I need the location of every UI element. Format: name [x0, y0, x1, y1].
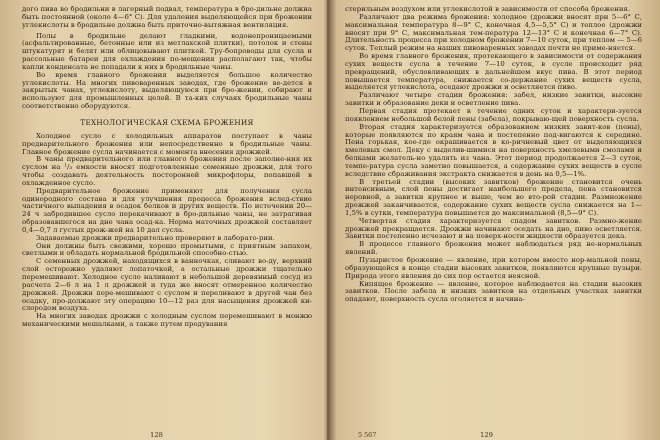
left-paragraph-9: С семенных дрожжей, находящихся в ванночках, сливают во-ду, верхний слой осторожно удаляют лопаточкой, а остальные дрожжи тщательно перемешивают. Холодное сусло наливают в небольшой деревянный сосуд из расчета 2—6 л на 1 л дрожжей и туда же вносят отмеренное количество дрожжей. Дрожжи пере-мешивают с суслом и переливают в другой чан без осадку, про-должают эту операцию 10—12 раз для насыщения дрожжей ки-слородом воздуха.: [22, 257, 312, 313]
left-paragraph-3: Во время главного брожения выделяется большое количество углекислоты. На многих пивоваренных заводах, где брожение ве-дется в закрытых чанах, углекислоту, выделяющуюся при бро-жении, собирают и используют для промышленных целей. В та-ких случаях бродильные чаны соответственно оборудуются.: [22, 70, 312, 111]
right-paragraph-9: В процессе главного брожения может наблюдаться ряд не-нормальных явлений.: [345, 240, 642, 257]
left-paragraph-8: Они должны быть свежими, хорошо промытыми, с приятным запахом, светлыми и обладать нормальной бродильной способно-стью.: [22, 241, 312, 258]
signature-mark: 5 567: [358, 431, 377, 439]
section-heading: ТЕХНОЛОГИЧЕСКАЯ СХЕМА БРОЖЕНИЯ: [80, 117, 254, 127]
right-paragraph-5: Первая стадия протекает в течение одних суток и характери-зуется появлением небольшой белой пены (забела), покрываю-щей поверхность сусла.: [345, 106, 642, 123]
left-paragraph-2: Полы в бродильне делают гладкими, водонепроницаемыми (асфальтированные, бетонные или из метлахской плитки), потолок и стены штукатурят и белят или облицовывают плиткой. Тру-бопроводы для сусла и рассольные батареи для охлаждения по-мещения располагают так, чтобы капли конденсата не попадали к них в бродильные чаны.: [22, 31, 312, 71]
right-paragraph-8: Четвертая стадия характеризуется спадом завитков. Размно-жение дрожжей прекращается. Дрожжи начинают оседать на дно, пиво осветляется. Завитки постепенно исчезают и на поверх-ности жидкости образуется дека.: [345, 216, 642, 241]
book-gutter: [326, 0, 330, 440]
left-paragraph-5: В чаны предварительного или главного брожения после заполне-ния их суслом на ¹/₃ емкости вносят подготовленные семенные дрожжи, для того чтобы создавать деятельность посторонней микрофлоры, попавшей в охлажденное сусло.: [22, 155, 312, 187]
right-paragraph-3: Во время главного брожения, протекающего в зависимости от содержания сухих веществ сусла в течение 7—10 суток, в сусле происходит ряд превращений, обусловливающих в дальнейшем вкус пива. В этот период повышается температура, снижается со-держание сухих веществ сусла, выделяется углекислота, оседают дрожжи и осветляется пиво.: [345, 52, 642, 92]
right-page: [345, 6, 642, 434]
right-page-number: 129: [480, 431, 493, 439]
right-paragraph-10: Пузыристое брожение — явление, при котором вместо нор-мальной пены, образующейся в конце стадии высоких завитков, появляются крупные пузыри. Природа этого явления до сих пор остается неясной.: [345, 256, 642, 280]
left-paragraph-7: Задаваемые дрожжи предварительно проверяют в лаборато-рии.: [36, 233, 275, 242]
left-paragraph-4: Холодное сусло с холодильных аппаратов поступает в чаны предварительного брожения или непосредственно в бродильные чаны. Главное брожение сусла начинается с момента внесения дрожжей.: [22, 131, 312, 156]
left-page: [22, 6, 312, 434]
right-paragraph-2: Различают два режима брожения: холодное (дрожжи вносят при 5—6° С, максимальная температура 8—9° С, конечная 4,5—5,5° С) и теплое (дрожжи вносят при 9° С, максимальная тем-пература 12—13° С и конечная 6—7° С). Длительность процесса при холодном брожении 7—10 суток, при теплом — 5—6 суток. Теплый режим на наших пивоваренных заводах почти не приме-няется.: [345, 12, 642, 53]
left-paragraph-1: дого пива во бродильни в лагерный подвал, температура в бро-дильне должна быть постоянной (около 4—6° С). Для удаления выделяющейся при брожении углекислоты в бродильне должна быть приточно-вытяжная вентиляция.: [22, 6, 312, 29]
right-paragraph-6: Вторая стадия характеризуется образованием низких завит-ков (пены), которые появляются по краям чана и постепенно под-вигаются к середине. Пена горькая, кое-где окрашивается в ко-ричневый цвет от выделяющихся хмелевых смол. Деку с выделив-шимися на поверхность хмелевыми смолами и белками желатель-но удалять из чана. Этот период продолжается 2—3 суток, темпе-ратура сусла заметно повышается, а содержание сухих веществ в сусле вследствие сбраживания экстракта снижается в день на 0,5—1%.: [345, 122, 642, 178]
left-paragraph-10: На многих заводах дрожжи с холодным суслом перемешивают в монжю механическими мешалками, а также путем продувания: [22, 312, 312, 329]
right-paragraph-1: стерильным воздухом или углекислотой в зависимости от способа брожения.: [345, 6, 630, 13]
right-paragraph-11: Кипящее брожение — явление, которое наблюдается на стадии высоких завитков. После забела и низких завитков на отдельных участках завитки опадают, поверхность сусла оголяется и начина-: [345, 279, 642, 304]
left-paragraph-6: Предварительное брожение применяют для получения сусла одинородного состава и для улучшения процесса брожения вслед-ствие частичного выпадения в осадок белков и других веществ. По истечении 20—24 ч забродившее сусло перекачивают в бро-дильные чаны, не затрагивая образовавшегося на дне чана осад-ка. Норма маточных дрожжей составляет 0,4—0,7 л густых дрож-жей на 10 дал сусла.: [22, 186, 312, 234]
left-page-number: 128: [150, 431, 163, 439]
right-paragraph-4: Различают четыре стадии брожения: забел, низкие завитки, высокие завитки и образование деки и осветление пива.: [345, 91, 642, 108]
right-paragraph-7: В третьей стадии (высоких завитков) брожение становится очень интенсивным, слой пены достигает наибольшего предела, пена становится неровной, а завитки крупнее и выше, чем во вто-рой стадии. Размножение дрожжей заканчивается, содержание сухих веществ сусла снижается на 1—1,5% в сутки, температура повышается до максимальной (8,5—9° С).: [345, 177, 642, 217]
